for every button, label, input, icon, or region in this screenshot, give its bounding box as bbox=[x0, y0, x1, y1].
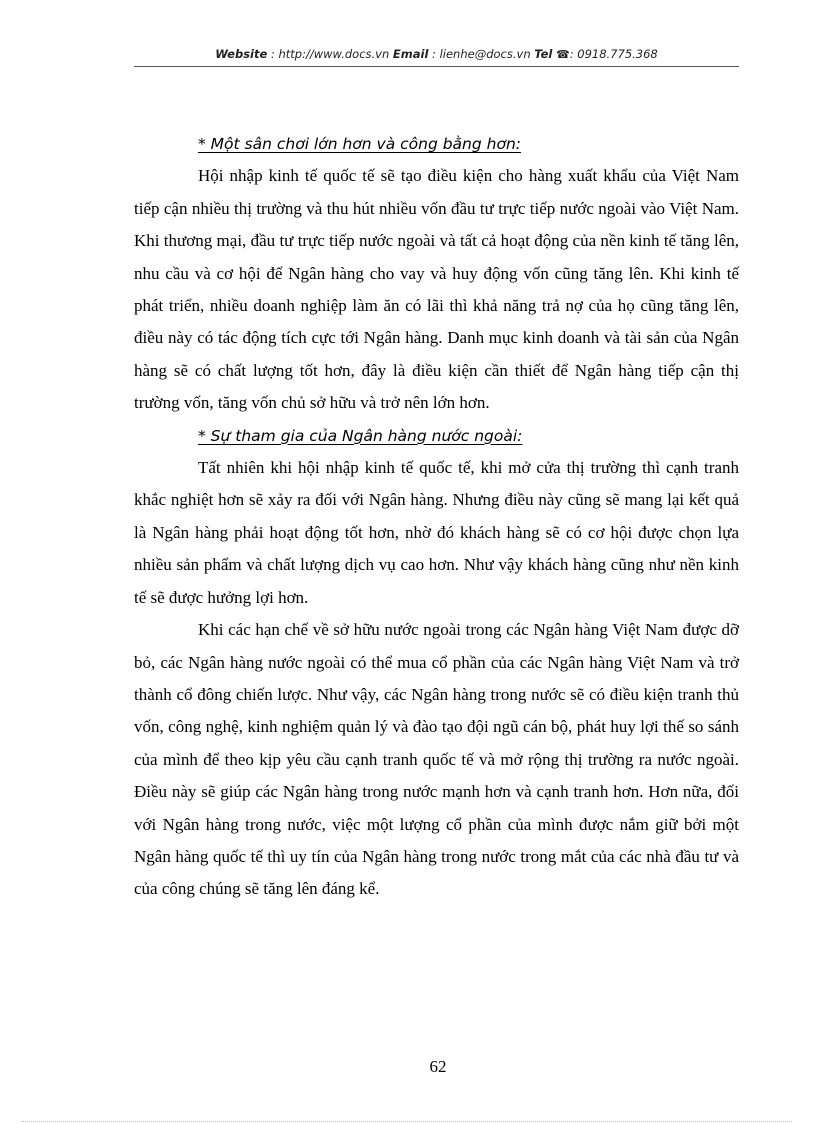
section-heading-larger-playground: * Một sân chơi lớn hơn và công bằng hơn: bbox=[198, 135, 521, 153]
page-number: 62 bbox=[429, 1057, 447, 1076]
email-value[interactable]: : lienhe@docs.vn bbox=[428, 47, 535, 61]
email-label: Email bbox=[392, 47, 429, 61]
footer-divider bbox=[22, 1121, 792, 1122]
tel-label: Tel bbox=[534, 47, 553, 61]
paragraph-integration-benefits: Hội nhập kinh tế quốc tế sẽ tạo điều kiện cho hàng xuất khẩu của Việt Nam tiếp cận nhiều thị trường và thu hút nhiều vốn đầu tư trực tiếp nước ngoài vào Việt Nam. Khi thương mại, đầu tư trực tiếp nước ngoài và tất cả hoạt động của nền kinh tế tăng lên, nhu cầu và cơ hội để Ngân hàng cho vay và huy động vốn cũng tăng lên. Khi kinh tế phát triển, nhiều doanh nghiệp làm ăn có lãi thì khả năng trả nợ của họ cũng tăng lên, điều này có tác động tích cực tới Ngân hàng. Danh mục kinh doanh và tài sản của Ngân hàng sẽ có chất lượng tốt hơn, đây là điều kiện cần thiết để Ngân hàng tiếp cận thị trường vốn, tăng vốn chủ sở hữu và trở nên lớn hơn. bbox=[134, 166, 739, 413]
paragraph-competition: Tất nhiên khi hội nhập kinh tế quốc tế, khi mở cửa thị trường thì cạnh tranh khắc nghiệt hơn sẽ xảy ra đối với Ngân hàng. Nhưng điều này cũng sẽ mang lại kết quả là Ngân hàng phải hoạt động tốt hơn, nhờ đó khách hàng sẽ có cơ hội được chọn lựa nhiều sản phẩm và chất lượng dịch vụ cao hơn. Như vậy khách hàng cũng như nền kinh tế sẽ được hưởng lợi hơn. bbox=[134, 458, 739, 607]
paragraph-foreign-ownership: Khi các hạn chế về sở hữu nước ngoài trong các Ngân hàng Việt Nam được dỡ bỏ, các Ngân hàng nước ngoài có thể mua cổ phần của các Ngân hàng Việt Nam và trở thành cổ đông chiến lược. Như vậy, các Ngân hàng trong nước sẽ có điều kiện tranh thủ vốn, công nghệ, kinh nghiệm quản lý và đào tạo đội ngũ cán bộ, phát huy lợi thế so sánh của mình để theo kịp yêu cầu cạnh tranh quốc tế và mở rộng thị trường ra nước ngoài. Điều này sẽ giúp các Ngân hàng trong nước mạnh hơn và cạnh tranh hơn. Hơn nữa, đối với Ngân hàng trong nước, việc một lượng cổ phần của mình được nắm giữ bởi một Ngân hàng quốc tế thì uy tín của Ngân hàng trong nước trong mắt của các nhà đầu tư và của công chúng sẽ tăng lên đáng kể. bbox=[134, 620, 739, 899]
website-value[interactable]: : http://www.docs.vn bbox=[267, 47, 393, 61]
document-body bbox=[134, 128, 739, 906]
header-divider bbox=[134, 66, 739, 67]
page-header bbox=[134, 47, 739, 65]
phone-icon: ☎ bbox=[556, 48, 570, 61]
website-label: Website bbox=[215, 47, 268, 61]
section-heading-foreign-banks: * Sự tham gia của Ngân hàng nước ngoài: bbox=[198, 426, 523, 445]
tel-value: : 0918.775.368 bbox=[569, 47, 658, 61]
